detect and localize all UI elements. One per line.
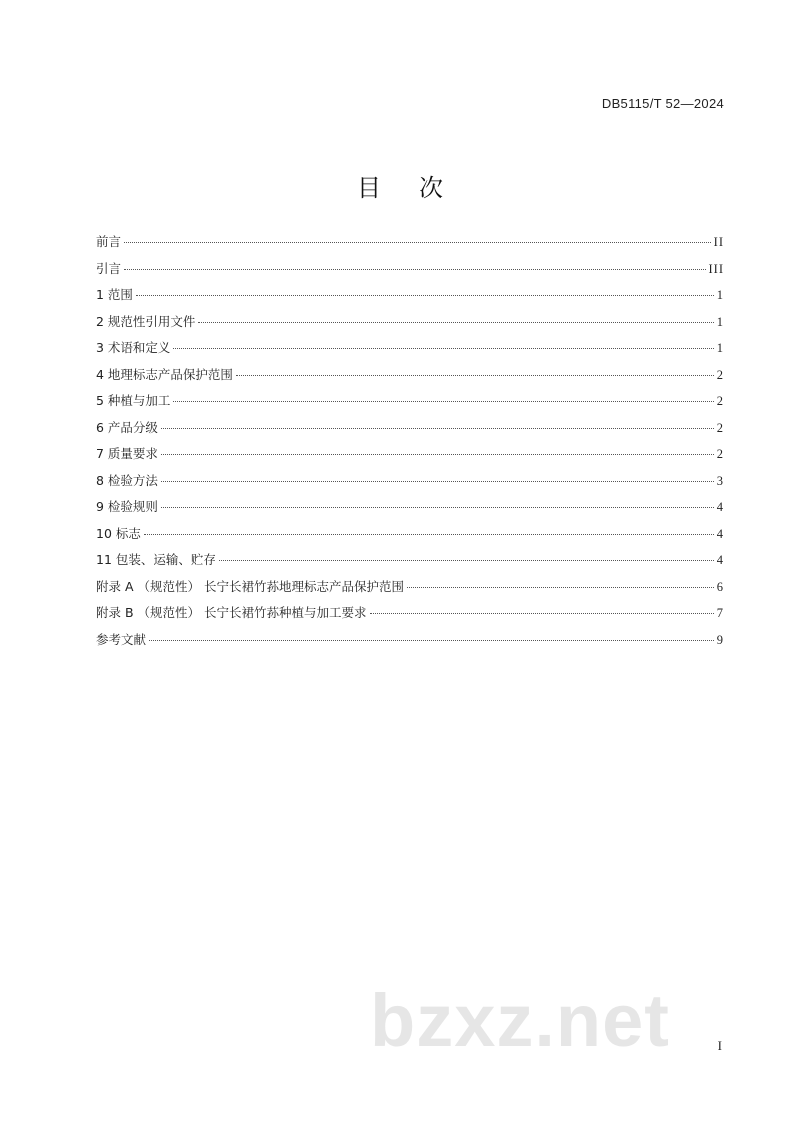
toc-entry-label: 2 规范性引用文件 — [96, 313, 196, 329]
toc-leader-dots — [161, 481, 714, 482]
toc-leader-dots — [161, 507, 714, 508]
toc-entry-page: 2 — [716, 367, 724, 382]
toc-entry-page: III — [708, 261, 724, 276]
toc-entry-quality-requirements[interactable] — [96, 444, 724, 471]
toc-leader-dots — [219, 560, 714, 561]
toc-entry-page: 1 — [716, 288, 724, 302]
toc-entry-normative-references[interactable] — [96, 312, 724, 339]
toc-entry-label: 引言 — [96, 260, 122, 276]
toc-entry-label: 4 地理标志产品保护范围 — [96, 366, 233, 382]
toc-leader-dots — [173, 401, 713, 402]
toc-leader-dots — [124, 269, 705, 270]
toc-entry-test-methods[interactable] — [96, 471, 724, 498]
toc-entry-page: 7 — [716, 606, 724, 620]
watermark: bzxz.net — [370, 979, 670, 1062]
toc-leader-dots — [236, 375, 714, 376]
toc-leader-dots — [370, 613, 714, 614]
toc-entry-label: 前言 — [96, 234, 122, 249]
document-code: DB5115/T 52—2024 — [601, 96, 724, 111]
toc-entry-label: 9 检验规则 — [96, 499, 158, 514]
toc-entry-terms-definitions[interactable] — [96, 338, 724, 365]
toc-entry-page: II — [713, 235, 724, 249]
toc-entry-label: 11 包装、运输、贮存 — [96, 552, 216, 567]
toc-entry-marking[interactable] — [96, 524, 724, 551]
toc-leader-dots — [149, 640, 714, 641]
toc-entry-introduction[interactable] — [96, 259, 724, 286]
toc-entry-page: 1 — [716, 341, 724, 355]
page-number: I — [717, 1038, 722, 1053]
page-title: 目次 — [357, 174, 481, 202]
toc-entry-inspection-rules[interactable] — [96, 497, 724, 524]
toc-entry-page: 1 — [716, 314, 724, 329]
toc-leader-dots — [161, 428, 714, 429]
toc-entry-cultivation-processing[interactable] — [96, 391, 724, 418]
toc-entry-page: 6 — [716, 579, 724, 594]
toc-entry-label: 附录 A （规范性） 长宁长裙竹荪地理标志产品保护范围 — [96, 578, 404, 594]
toc-entry-label: 参考文献 — [96, 631, 147, 647]
toc-entry-foreword[interactable] — [96, 232, 724, 259]
toc-entry-page: 4 — [716, 500, 724, 514]
toc-entry-page: 2 — [716, 420, 724, 435]
toc-entry-annex-b[interactable] — [96, 603, 724, 630]
toc-leader-dots — [136, 295, 714, 296]
toc-entry-page: 4 — [716, 553, 724, 567]
table-of-contents — [96, 232, 724, 656]
toc-entry-label: 1 范围 — [96, 287, 133, 302]
toc-entry-grading[interactable] — [96, 418, 724, 445]
toc-entry-page: 2 — [716, 394, 724, 408]
toc-leader-dots — [144, 534, 714, 535]
toc-entry-label: 10 标志 — [96, 525, 141, 541]
toc-leader-dots — [407, 587, 714, 588]
toc-entry-label: 7 质量要求 — [96, 446, 158, 461]
toc-leader-dots — [198, 322, 713, 323]
toc-entry-label: 6 产品分级 — [96, 419, 158, 435]
toc-leader-dots — [173, 348, 713, 349]
toc-entry-annex-a[interactable] — [96, 577, 724, 604]
toc-leader-dots — [124, 242, 711, 243]
toc-entry-label: 5 种植与加工 — [96, 393, 171, 408]
toc-entry-label: 3 术语和定义 — [96, 340, 171, 355]
toc-entry-page: 2 — [716, 447, 724, 461]
toc-entry-bibliography[interactable] — [96, 630, 724, 657]
toc-leader-dots — [161, 454, 714, 455]
toc-entry-packaging-transport-storage[interactable] — [96, 550, 724, 577]
toc-entry-page: 9 — [716, 632, 724, 647]
toc-entry-label: 8 检验方法 — [96, 472, 158, 488]
toc-entry-scope[interactable] — [96, 285, 724, 312]
toc-entry-page: 4 — [716, 526, 724, 541]
toc-entry-page: 3 — [716, 473, 724, 488]
toc-entry-label: 附录 B （规范性） 长宁长裙竹荪种植与加工要求 — [96, 605, 367, 620]
toc-entry-protection-area[interactable] — [96, 365, 724, 392]
